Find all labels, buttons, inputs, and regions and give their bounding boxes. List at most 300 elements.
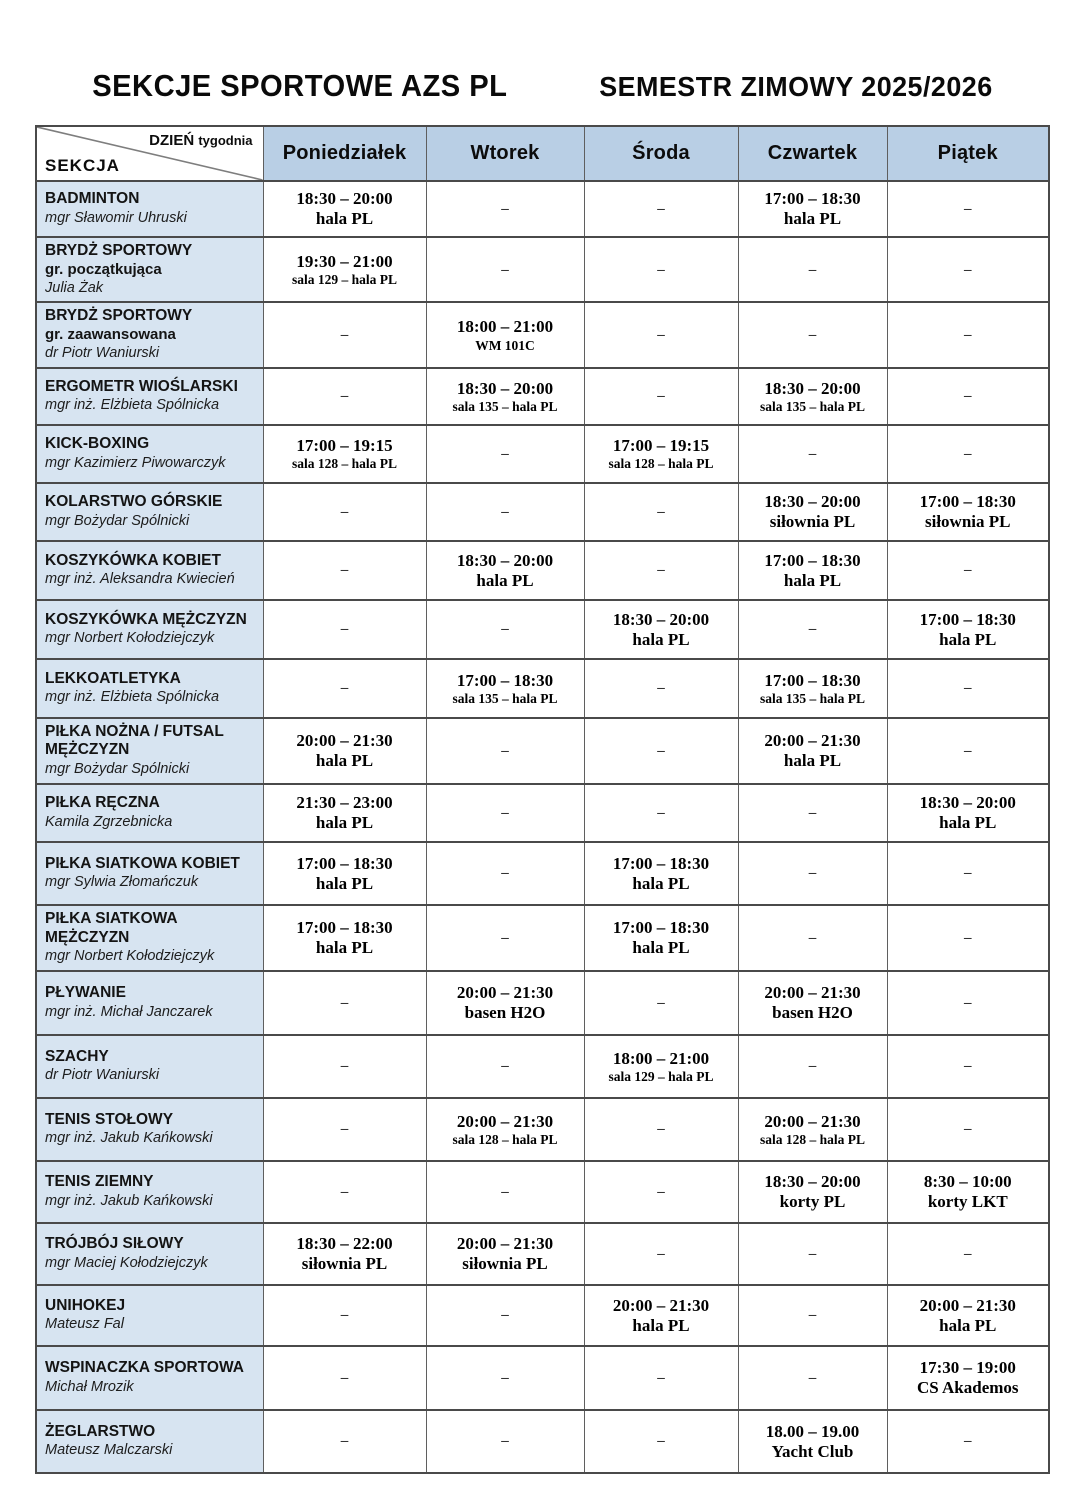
empty-cell xyxy=(887,659,1049,718)
empty-dash: – xyxy=(657,261,665,278)
session-place: sala 135 – hala PL xyxy=(452,398,558,414)
empty-cell xyxy=(584,971,738,1035)
table-row xyxy=(36,1161,1049,1223)
session-time: 20:00 – 21:30 xyxy=(612,1295,710,1315)
table-row xyxy=(36,905,1049,971)
schedule-cell xyxy=(263,905,426,971)
empty-cell xyxy=(887,302,1049,367)
section-instructor: dr Piotr Waniurski xyxy=(45,345,160,362)
empty-dash: – xyxy=(340,621,349,638)
session-place: hala PL xyxy=(315,209,374,229)
section-cell xyxy=(36,1035,263,1098)
schedule-cell xyxy=(738,1410,887,1473)
empty-cell xyxy=(426,237,584,302)
session-place: hala PL xyxy=(315,938,374,958)
schedule-cell xyxy=(263,842,426,905)
day-header-friday: Piątek xyxy=(887,126,1049,181)
section-name: TENIS ZIEMNY xyxy=(45,1173,154,1191)
table-row xyxy=(36,971,1049,1035)
section-cell xyxy=(36,971,263,1035)
session-time: 17:00 – 18:30 xyxy=(456,670,554,690)
session-time: 18:30 – 20:00 xyxy=(764,378,861,398)
section-name: SZACHY xyxy=(45,1047,109,1065)
empty-dash: – xyxy=(657,562,665,579)
session-place: sala 128 – hala PL xyxy=(291,456,397,472)
schedule-cell xyxy=(887,1346,1049,1410)
section-cell xyxy=(36,718,263,784)
empty-cell xyxy=(584,718,738,784)
empty-dash: – xyxy=(657,503,665,520)
empty-cell xyxy=(426,181,584,237)
empty-cell xyxy=(426,905,584,971)
empty-dash: – xyxy=(501,445,509,462)
schedule-cell xyxy=(263,784,426,842)
empty-dash: – xyxy=(808,1245,817,1262)
section-name: ŻEGLARSTWO xyxy=(45,1422,156,1440)
empty-dash: – xyxy=(340,994,349,1011)
empty-cell xyxy=(887,842,1049,905)
empty-cell xyxy=(426,1346,584,1410)
empty-dash: – xyxy=(808,804,817,821)
session-time: 20:00 – 21:30 xyxy=(296,731,393,751)
session-time: 18:30 – 20:00 xyxy=(456,550,554,570)
session-time: 20:00 – 21:30 xyxy=(456,1111,554,1131)
session-place: sala 128 – hala PL xyxy=(452,1131,558,1147)
empty-cell xyxy=(887,237,1049,302)
empty-cell xyxy=(584,483,738,541)
section-instructor: mgr Kazimierz Piwowarczyk xyxy=(45,454,226,471)
table-row xyxy=(36,1098,1049,1161)
empty-cell xyxy=(738,1285,887,1346)
section-cell xyxy=(36,842,263,905)
section-cell xyxy=(36,1346,263,1410)
section-name: LEKKOATLETYKA xyxy=(45,669,181,687)
empty-dash: – xyxy=(340,1121,349,1138)
session-time: 18.00 – 19.00 xyxy=(765,1421,860,1441)
section-instructor: Mateusz Fal xyxy=(45,1316,124,1333)
corner-day-label: DZIEŃ tygodnia xyxy=(149,132,253,149)
section-instructor: mgr inż. Elżbieta Spólnicka xyxy=(45,397,220,414)
section-name: TENIS STOŁOWY xyxy=(45,1110,174,1128)
title-main: SEKCJE SPORTOWE AZS PL xyxy=(92,68,508,103)
session-place: hala PL xyxy=(315,751,374,771)
empty-cell xyxy=(263,1346,426,1410)
empty-dash: – xyxy=(657,1433,665,1450)
section-cell xyxy=(36,905,263,971)
section-instructor: Julia Żak xyxy=(45,279,104,296)
day-header-wednesday: Środa xyxy=(584,126,738,181)
empty-cell xyxy=(426,1161,584,1223)
empty-dash: – xyxy=(808,261,817,278)
session-place: hala PL xyxy=(632,938,690,958)
schedule-body xyxy=(36,181,1049,1473)
empty-cell xyxy=(584,784,738,842)
session-place: WM 101C xyxy=(475,337,535,353)
schedule-cell xyxy=(738,659,887,718)
empty-cell xyxy=(738,237,887,302)
session-time: 18:30 – 20:00 xyxy=(612,609,710,629)
empty-cell xyxy=(263,483,426,541)
empty-cell xyxy=(887,1223,1049,1285)
section-name: BADMINTON xyxy=(45,190,140,208)
session-place: basen H2O xyxy=(464,1003,546,1023)
empty-cell xyxy=(584,1098,738,1161)
section-instructor: mgr inż. Aleksandra Kwiecień xyxy=(45,571,235,588)
section-instructor: mgr Bożydar Spólnicki xyxy=(45,761,190,778)
empty-cell xyxy=(263,600,426,659)
empty-dash: – xyxy=(340,562,349,579)
empty-cell xyxy=(887,1098,1049,1161)
empty-dash: – xyxy=(501,621,509,638)
schedule-table xyxy=(35,125,1050,1474)
session-place: sala 135 – hala PL xyxy=(759,690,865,706)
schedule-cell xyxy=(584,905,738,971)
empty-dash: – xyxy=(501,929,509,946)
empty-cell xyxy=(263,302,426,367)
section-instructor: mgr inż. Elżbieta Spólnicka xyxy=(45,689,220,706)
empty-cell xyxy=(738,784,887,842)
session-time: 17:00 – 19:15 xyxy=(612,436,710,456)
session-time: 17:00 – 18:30 xyxy=(612,918,710,938)
session-place: sala 128 – hala PL xyxy=(759,1131,865,1147)
empty-dash: – xyxy=(964,327,972,344)
schedule-cell xyxy=(887,784,1049,842)
section-cell xyxy=(36,600,263,659)
section-instructor: mgr inż. Jakub Kańkowski xyxy=(45,1192,213,1209)
session-time: 17:00 – 18:30 xyxy=(764,550,861,570)
empty-dash: – xyxy=(501,865,509,882)
empty-cell xyxy=(426,718,584,784)
empty-cell xyxy=(887,905,1049,971)
empty-dash: – xyxy=(501,1433,509,1450)
session-time: 17:00 – 18:30 xyxy=(296,918,393,938)
session-time: 20:00 – 21:30 xyxy=(456,983,554,1003)
schedule-cell xyxy=(584,842,738,905)
empty-cell xyxy=(426,600,584,659)
session-time: 18:30 – 22:00 xyxy=(296,1234,393,1254)
table-row xyxy=(36,1223,1049,1285)
empty-dash: – xyxy=(808,621,817,638)
empty-cell xyxy=(426,842,584,905)
schedule-cell xyxy=(263,1223,426,1285)
session-place: sala 129 – hala PL xyxy=(608,1068,714,1084)
schedule-cell xyxy=(584,1285,738,1346)
section-name: TRÓJBÓJ SIŁOWY xyxy=(45,1235,184,1253)
table-row xyxy=(36,1410,1049,1473)
empty-cell xyxy=(738,302,887,367)
schedule-cell xyxy=(263,718,426,784)
empty-dash: – xyxy=(964,1121,972,1138)
empty-dash: – xyxy=(964,261,972,278)
page-title xyxy=(0,68,1080,104)
schedule-cell xyxy=(738,718,887,784)
empty-cell xyxy=(887,971,1049,1035)
empty-cell xyxy=(584,1410,738,1473)
section-cell xyxy=(36,237,263,302)
empty-cell xyxy=(738,1346,887,1410)
empty-dash: – xyxy=(501,503,509,520)
empty-cell xyxy=(584,181,738,237)
schedule-cell xyxy=(887,483,1049,541)
empty-dash: – xyxy=(964,1433,972,1450)
schedule-cell xyxy=(738,1161,887,1223)
empty-dash: – xyxy=(340,1058,349,1075)
empty-cell xyxy=(738,842,887,905)
section-name: WSPINACZKA SPORTOWA xyxy=(45,1359,244,1377)
empty-dash: – xyxy=(657,680,665,697)
empty-dash: – xyxy=(340,1183,349,1200)
empty-dash: – xyxy=(657,1183,665,1200)
empty-cell xyxy=(426,1035,584,1098)
section-name: PIŁKA SIATKOWA KOBIET xyxy=(45,854,240,872)
day-header-tuesday: Wtorek xyxy=(426,126,584,181)
session-time: 21:30 – 23:00 xyxy=(296,793,393,813)
empty-dash: – xyxy=(657,201,665,217)
schedule-cell xyxy=(887,1285,1049,1346)
session-place: hala PL xyxy=(476,570,534,590)
session-place: hala PL xyxy=(632,1315,690,1335)
schedule-cell xyxy=(738,1098,887,1161)
empty-dash: – xyxy=(501,1058,509,1075)
session-place: korty LKT xyxy=(927,1192,1008,1212)
section-cell xyxy=(36,1161,263,1223)
empty-cell xyxy=(584,237,738,302)
section-name: PIŁKA RĘCZNA xyxy=(45,794,160,812)
session-place: siłownia PL xyxy=(301,1254,388,1274)
session-time: 18:30 – 20:00 xyxy=(764,1172,861,1192)
schedule-cell xyxy=(263,237,426,302)
session-place: hala PL xyxy=(939,813,997,833)
day-header-thursday: Czwartek xyxy=(738,126,887,181)
table-row xyxy=(36,718,1049,784)
empty-cell xyxy=(584,1346,738,1410)
schedule-cell xyxy=(426,1223,584,1285)
session-place: hala PL xyxy=(632,873,690,893)
empty-cell xyxy=(738,1223,887,1285)
day-header-monday: Poniedziałek xyxy=(263,126,426,181)
section-instructor: Kamila Zgrzebnicka xyxy=(45,813,173,830)
empty-dash: – xyxy=(501,1307,509,1324)
section-cell xyxy=(36,302,263,367)
empty-cell xyxy=(426,784,584,842)
empty-dash: – xyxy=(501,261,509,278)
empty-cell xyxy=(426,483,584,541)
empty-dash: – xyxy=(657,327,665,344)
empty-dash: – xyxy=(964,1245,972,1262)
empty-dash: – xyxy=(964,994,972,1011)
header-row xyxy=(36,126,1049,181)
session-time: 18:30 – 20:00 xyxy=(764,492,861,512)
session-place: korty PL xyxy=(779,1192,846,1212)
session-place: siłownia PL xyxy=(462,1254,548,1274)
session-place: hala PL xyxy=(315,873,374,893)
empty-cell xyxy=(584,302,738,367)
empty-cell xyxy=(263,1098,426,1161)
session-place: basen H2O xyxy=(772,1003,853,1023)
session-place: hala PL xyxy=(632,629,690,649)
empty-dash: – xyxy=(964,201,972,217)
section-instructor: Michał Mrozik xyxy=(45,1378,134,1395)
empty-cell xyxy=(584,659,738,718)
session-place: sala 129 – hala PL xyxy=(291,272,397,288)
empty-cell xyxy=(584,541,738,600)
empty-cell xyxy=(887,541,1049,600)
empty-dash: – xyxy=(340,388,349,405)
session-time: 20:00 – 21:30 xyxy=(764,1111,861,1131)
session-time: 18:30 – 20:00 xyxy=(296,189,393,209)
schedule-cell xyxy=(426,302,584,367)
table-row xyxy=(36,1285,1049,1346)
empty-dash: – xyxy=(657,742,665,759)
empty-dash: – xyxy=(964,1058,972,1075)
session-time: 17:00 – 18:30 xyxy=(764,189,861,209)
section-instructor: mgr inż. Jakub Kańkowski xyxy=(45,1130,213,1147)
section-cell xyxy=(36,368,263,425)
schedule-cell xyxy=(887,600,1049,659)
empty-cell xyxy=(263,368,426,425)
empty-dash: – xyxy=(964,680,972,697)
section-instructor: dr Piotr Waniurski xyxy=(45,1067,160,1084)
empty-dash: – xyxy=(501,1183,509,1200)
empty-cell xyxy=(426,1285,584,1346)
section-instructor: mgr Maciej Kołodziejczyk xyxy=(45,1254,208,1271)
section-instructor: mgr Sylwia Złomańczuk xyxy=(45,874,199,891)
table-row xyxy=(36,541,1049,600)
session-time: 8:30 – 10:00 xyxy=(923,1172,1012,1192)
empty-cell xyxy=(887,368,1049,425)
empty-dash: – xyxy=(501,201,509,217)
corner-section-label: SEKCJA xyxy=(45,156,120,175)
session-time: 17:00 – 18:30 xyxy=(919,609,1016,629)
section-subtitle: gr. zaawansowana xyxy=(45,326,176,344)
session-time: 19:30 – 21:00 xyxy=(296,252,393,271)
session-time: 17:00 – 18:30 xyxy=(612,853,710,873)
schedule-cell xyxy=(584,1035,738,1098)
empty-cell xyxy=(263,971,426,1035)
title-semester: SEMESTR ZIMOWY 2025/2026 xyxy=(599,71,993,102)
empty-dash: – xyxy=(657,994,665,1011)
empty-dash: – xyxy=(964,445,972,462)
session-time: 18:00 – 21:00 xyxy=(612,1048,710,1068)
empty-cell xyxy=(263,659,426,718)
empty-dash: – xyxy=(657,1121,665,1138)
table-row xyxy=(36,600,1049,659)
schedule-cell xyxy=(738,971,887,1035)
empty-dash: – xyxy=(657,1369,665,1386)
session-time: 18:30 – 20:00 xyxy=(919,793,1016,813)
empty-dash: – xyxy=(808,1307,817,1324)
table-row xyxy=(36,368,1049,425)
session-time: 18:00 – 21:00 xyxy=(456,317,554,337)
schedule-cell xyxy=(426,1098,584,1161)
empty-dash: – xyxy=(964,865,972,882)
session-place: siłownia PL xyxy=(769,512,856,532)
empty-dash: – xyxy=(964,388,972,405)
empty-cell xyxy=(738,425,887,483)
schedule-cell xyxy=(738,541,887,600)
empty-cell xyxy=(887,181,1049,237)
empty-dash: – xyxy=(501,1369,509,1386)
section-cell xyxy=(36,425,263,483)
empty-cell xyxy=(887,1410,1049,1473)
empty-dash: – xyxy=(340,327,349,344)
session-place: sala 135 – hala PL xyxy=(759,398,865,414)
session-time: 17:30 – 19:00 xyxy=(919,1358,1016,1378)
session-place: hala PL xyxy=(939,629,997,649)
section-cell xyxy=(36,1285,263,1346)
section-name: KOSZYKÓWKA KOBIET xyxy=(45,551,221,569)
section-name: KOLARSTWO GÓRSKIE xyxy=(45,493,223,511)
empty-cell xyxy=(263,1035,426,1098)
table-row xyxy=(36,1035,1049,1098)
table-row xyxy=(36,1346,1049,1410)
session-place: sala 128 – hala PL xyxy=(608,456,714,472)
empty-dash: – xyxy=(808,1369,817,1386)
empty-cell xyxy=(263,541,426,600)
empty-cell xyxy=(263,1410,426,1473)
empty-cell xyxy=(584,1161,738,1223)
empty-dash: – xyxy=(808,865,817,882)
session-time: 17:00 – 18:30 xyxy=(919,492,1016,512)
section-name: BRYDŻ SPORTOWY xyxy=(45,307,193,325)
corner-cell xyxy=(36,126,263,181)
schedule-cell xyxy=(263,425,426,483)
empty-cell xyxy=(887,718,1049,784)
empty-cell xyxy=(263,1161,426,1223)
section-cell xyxy=(36,1223,263,1285)
session-time: 20:00 – 21:30 xyxy=(764,983,861,1003)
schedule-cell xyxy=(426,541,584,600)
table-row xyxy=(36,302,1049,367)
table-row xyxy=(36,181,1049,237)
empty-dash: – xyxy=(964,929,972,946)
session-place: Yacht Club xyxy=(771,1441,854,1461)
session-time: 17:00 – 18:30 xyxy=(764,670,861,690)
table-row xyxy=(36,659,1049,718)
schedule-cell xyxy=(426,971,584,1035)
schedule-cell xyxy=(584,600,738,659)
empty-dash: – xyxy=(501,742,509,759)
section-name: UNIHOKEJ xyxy=(45,1296,126,1314)
session-time: 20:00 – 21:30 xyxy=(919,1295,1016,1315)
section-cell xyxy=(36,659,263,718)
schedule-cell xyxy=(263,181,426,237)
section-name: PŁYWANIE xyxy=(45,984,126,1002)
section-instructor: mgr inż. Michał Janczarek xyxy=(45,1003,213,1020)
section-name: BRYDŻ SPORTOWY xyxy=(45,242,193,259)
session-place: CS Akademos xyxy=(916,1378,1019,1398)
empty-dash: – xyxy=(964,562,972,579)
section-cell xyxy=(36,1410,263,1473)
section-cell xyxy=(36,784,263,842)
empty-dash: – xyxy=(340,1433,349,1450)
empty-cell xyxy=(738,905,887,971)
session-place: hala PL xyxy=(783,209,842,229)
empty-dash: – xyxy=(657,1245,665,1262)
empty-dash: – xyxy=(501,804,509,821)
table-row xyxy=(36,425,1049,483)
empty-cell xyxy=(887,425,1049,483)
table-row xyxy=(36,483,1049,541)
section-instructor: Mateusz Malczarski xyxy=(45,1442,173,1459)
session-time: 17:00 – 19:15 xyxy=(296,436,393,456)
schedule-cell xyxy=(426,368,584,425)
empty-dash: – xyxy=(340,503,349,520)
empty-dash: – xyxy=(808,445,817,462)
empty-dash: – xyxy=(657,388,665,405)
empty-cell xyxy=(738,600,887,659)
schedule-cell xyxy=(584,425,738,483)
